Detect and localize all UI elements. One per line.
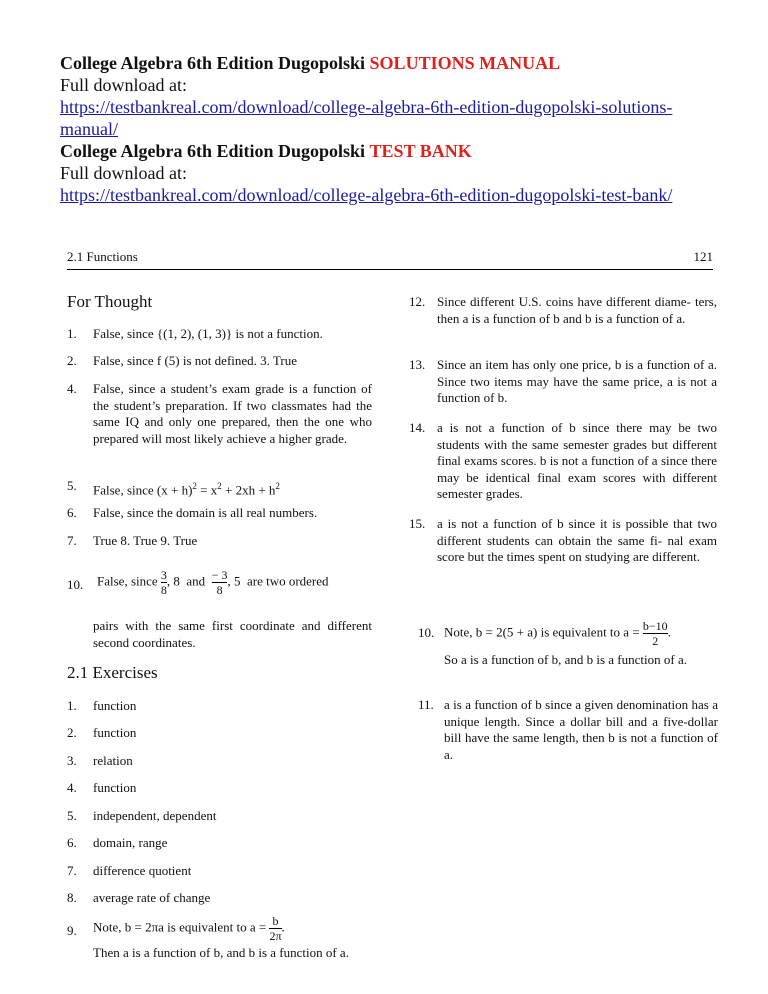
list-item: 6. False, since the domain is all real numbers.	[67, 505, 318, 520]
list-item: 8. average rate of change	[67, 890, 211, 905]
list-item: 12. Since different U.S. coins have different diame- ters, then a is a function of b and b is a function of a.	[409, 294, 717, 326]
header-line-1	[60, 52, 720, 74]
list-item: 3. relation	[67, 753, 133, 768]
test-bank-label: TEST BANK	[369, 141, 472, 161]
solutions-manual-label: SOLUTIONS MANUAL	[369, 53, 561, 73]
list-item: 1. False, since {(1, 2), (1, 3)} is not a function.	[67, 326, 323, 341]
list-item: 4. False, since a student’s exam grade is a function of the student’s preparation. If two classmates had the same IQ and only one prepared, then the one who prepared will most likely achieve a higher grade.	[67, 381, 372, 446]
section-title: 2.1 Functions	[67, 249, 138, 264]
list-item: 14. a is not a function of b since there may be two students with the same semester grades but different final exams scores. b is not a function of a since there may be identical final exam scores with different semester grades.	[409, 420, 717, 501]
list-item: 7. True 8. True 9. True	[67, 533, 198, 548]
list-item: 5. False, since $(x + h)^2 = x^2 + 2xh + h^2$	[67, 478, 280, 498]
running-head	[67, 249, 713, 270]
list-item: 4. function	[67, 780, 137, 795]
download-header	[60, 52, 720, 206]
full-download-label-1: Full download at:	[60, 75, 187, 95]
list-item: 2. function	[67, 725, 137, 740]
list-item: 9. Note, b = 2πa is equivalent to a = $\frac{b}{2\pi}$ . Then a is a function of b, and b is a function of a.	[67, 914, 349, 960]
full-download-label-2: Full download at:	[60, 163, 187, 183]
list-item: 6. domain, range	[67, 835, 168, 850]
page-number: 121	[693, 249, 713, 264]
test-bank-link[interactable]: https://testbankreal.com/download/college-algebra-6th-edition-dugopolski-test-bank/	[60, 185, 673, 205]
for-thought-heading: For Thought	[67, 292, 153, 311]
list-item: 5. independent, dependent	[67, 808, 217, 823]
list-item-continuation: pairs with the same first coordinate and different second coordinates.	[93, 618, 372, 650]
list-item: 10. False, since $\frac{3}{8}$ , 8 and $\frac{- 3}{8}$ , 5 are two ordered	[67, 568, 329, 597]
list-item: 11. a is a function of b since a given denomination has a unique length. Since a dollar bill and a five-dollar bill have the same length, then b is not a function of a.	[418, 697, 718, 762]
testbank-title: College Algebra 6th Edition Dugopolski	[60, 141, 366, 161]
list-item: 7. difference quotient	[67, 863, 192, 878]
solutions-manual-link[interactable]: https://testbankreal.com/download/college-algebra-6th-edition-dugopolski-solutions-manual/	[60, 97, 673, 139]
list-item: 1. function	[67, 698, 137, 713]
list-item: 13. Since an item has only one price, b is a function of a. Since two items may have the same price, a is not a function of b.	[409, 357, 717, 405]
list-item: 10. Note, b = 2(5 + a) is equivalent to a = $\frac{b-10}{2}$ . So a is a function of b, and b is a function of a.	[418, 619, 687, 667]
list-item: 2. False, since f (5) is not defined. 3. True	[67, 353, 298, 368]
solutions-title: College Algebra 6th Edition Dugopolski	[60, 53, 366, 73]
exercises-heading: 2.1 Exercises	[67, 663, 158, 682]
list-item: 15. a is not a function of b since it is possible that two different students can obtain the same fi- nal exam score but the times spent on studying are different.	[409, 516, 717, 564]
